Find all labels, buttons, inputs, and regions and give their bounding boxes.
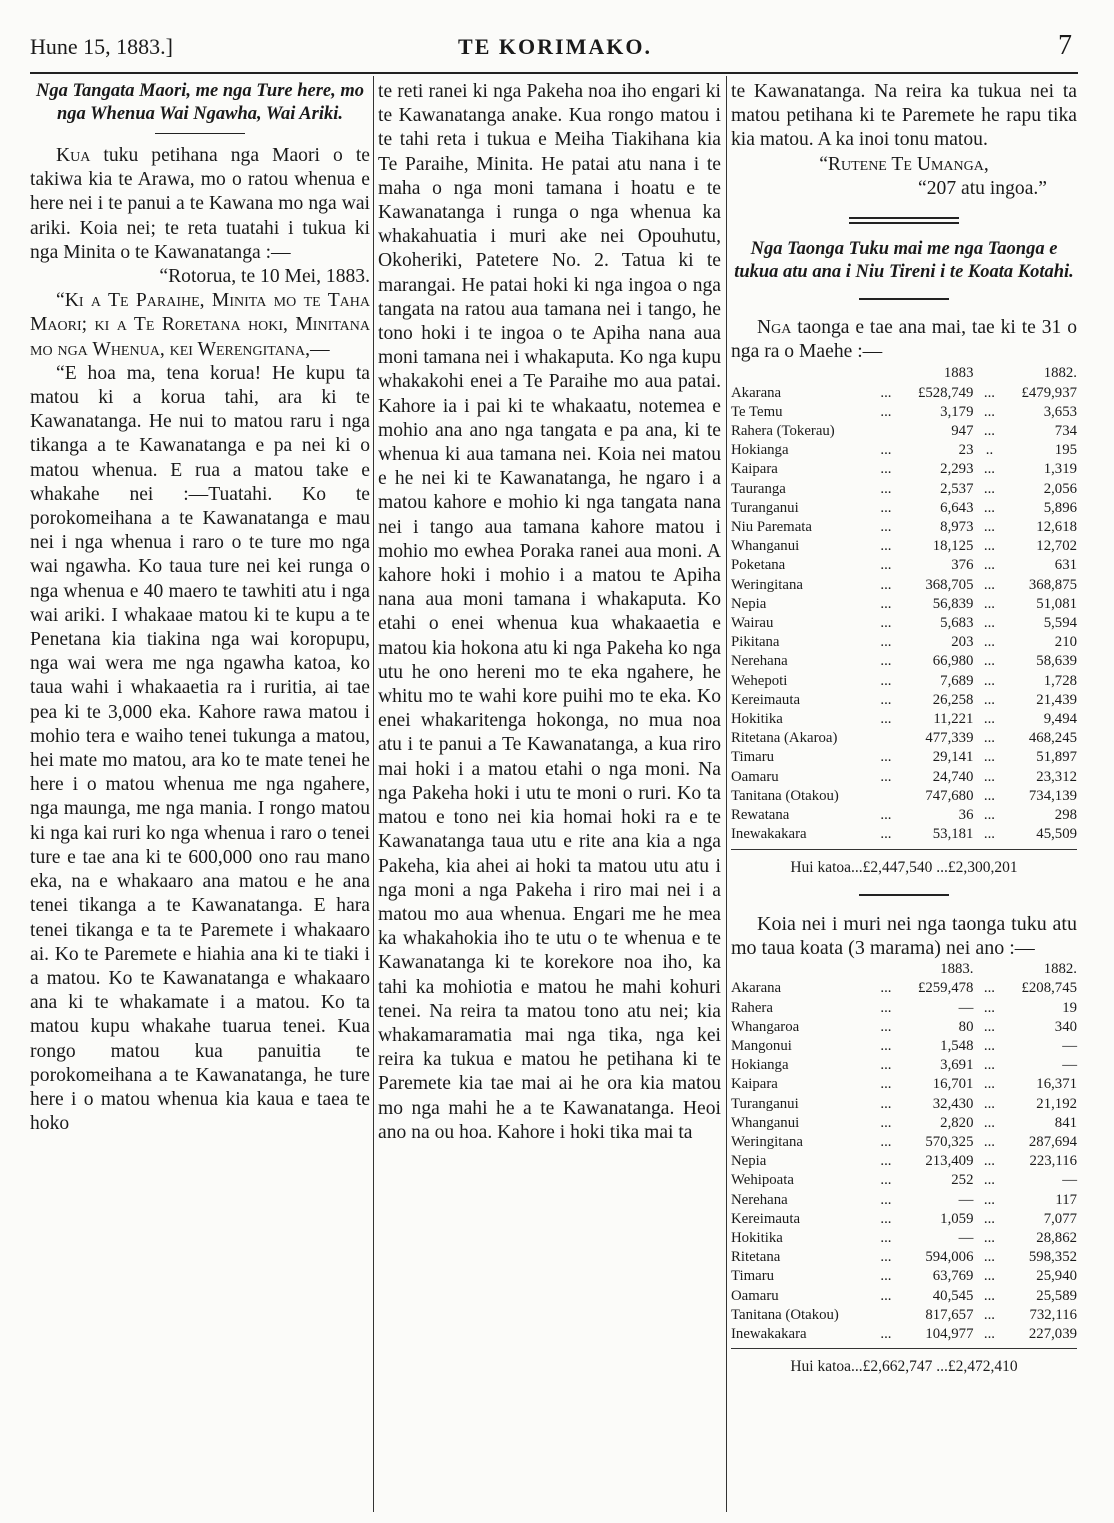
- port-name: Whangaroa: [731, 1018, 800, 1035]
- leader-dots: ...: [983, 1133, 996, 1150]
- exports-table: [731, 960, 1077, 1344]
- leader-dots: ...: [880, 403, 892, 420]
- imports-row: [731, 576, 1077, 595]
- value-1883: £528,749: [917, 384, 974, 401]
- port-name: Turanganui: [731, 1095, 799, 1112]
- exports-row: [731, 1152, 1077, 1171]
- leader-dots: ...: [880, 653, 892, 670]
- value-1883: 29,141: [932, 749, 974, 766]
- exports-row: [731, 1018, 1077, 1037]
- imports-row: [731, 787, 1077, 806]
- exports-row: [731, 1171, 1077, 1190]
- leader-dots: ...: [983, 826, 996, 843]
- leader-dots: ...: [880, 1057, 892, 1074]
- signature-count: “207 atu ingoa.”: [918, 177, 1047, 199]
- port-name: Niu Paremata: [731, 519, 812, 536]
- exports-year-1883: 1883.: [940, 961, 974, 978]
- port-name: Kereimauta: [731, 1210, 801, 1227]
- value-1882: —: [1062, 1037, 1077, 1054]
- port-name: Rahera: [731, 999, 773, 1016]
- leader-dots: ...: [983, 1114, 996, 1131]
- port-name: Turanganui: [731, 499, 799, 516]
- imports-row: [731, 672, 1077, 691]
- page-header: [30, 30, 1080, 70]
- value-1882: 12,702: [1036, 538, 1077, 555]
- leader-dots: ...: [880, 1076, 892, 1093]
- leader-dots: ...: [983, 557, 996, 574]
- trade-separator: [859, 298, 949, 300]
- value-1882: 25,940: [1036, 1268, 1077, 1285]
- port-name: Timaru: [731, 1268, 775, 1285]
- letter-continuation: te reti ranei ki nga Pakeha noa iho engari ki te Kawanatanga anake. Kua rongo matou i te tahi reta i tukua e Meiha Tiakihana kia Te Paraihe, Minita. He patai atu nana i te maha o nga moni tamana i hoatu e te Kawanatanga i runga o nga whenua ka whakahuatia i muri ake nei Opouhutu, Okoheriki, Patetere No. 2. Tatua ki te marangai. He patai hoki ki nga ingoa o nga tangata na ratou aua tamana nei i tango, he tono hoki i te ingoa o te Apiha nana aua moni tamana nei i whakaputa. Ko nga kupu whakakohi enei a Te Paraihe mo aua patai. Kahore ia i pai ki te whakaatu, notemea e mohio ana ano nga tangata e pa ana, ki te whenua ki aua tamana nei. Koia nei matou e he nei ki te Kawanatanga, he ngaro i a matou kahore e mohio ki nga tangata nana nei i tango aua tamana kahore matou i mohio mo ewhea Poraka ranei aua moni. A kahore hoki i mohio i a matou te Apiha nana aua moni tamana i whakaputa. Ko etahi o enei whenua kua whakaaetia e matou kia hokona atu ki nga Pakeha ko nga utu he ono hereni mo te eka ngahere, he whitu mo te wahi kore puihi mo te eka. Ko enei whakaritenga hokonga, no mua noa atu i te panui a Te Kawanatanga, a kua riro mai hoki i a matou etahi o nga moni. Na nga Pakeha hoki i utu te moni o ruri. Ko ta matou e tono nei kia homai hoki ra e te Kawanatanga taua utu e rite ana kia a nga Pakeha, kia ahei ai hoki ta matou utu atu i nga moni a nga Pakeha i riro mai nei i a matou mo aua whenua. Engari me he mea ka whakahokia iho te utu o te whenua e te Kawanatanga ki te korekore noa iho, ka tahi ka mohiotia e matou he mahi kohuri tenei. Na reira ta matou tono atu nei; kia whakamaramatia mai nga tika, nga kei reira ka tukua e matou he petihana ki te Paremete kia tae mai ai he ora kia matou mo nga mahi he a te Kawanatanga. Heoi ano na ou hoa. Kahore i hoki tika mai ta: [378, 81, 721, 1143]
- letter-ending: te Kawanatanga. Na reira ka tukua nei ta matou petihana ki te Paremete he rapu tika kia matou. A ka inoi tonu matou.: [731, 81, 1077, 151]
- imports-row: [731, 748, 1077, 767]
- port-name: Akarana: [731, 384, 782, 401]
- leader-dots: ...: [983, 730, 996, 747]
- leader-dots: ...: [983, 787, 996, 804]
- exports-intro: Koia nei i muri nei nga taonga tuku atu mo taua koata (3 marama) nei ano :—: [731, 912, 1077, 959]
- column-3: [731, 80, 1077, 1379]
- imports-row: [731, 441, 1077, 460]
- leader-dots: ...: [983, 1268, 996, 1285]
- leader-dots: ...: [983, 480, 996, 497]
- port-name: Tanitana (Otakou): [731, 1306, 839, 1323]
- leader-dots: [870, 787, 902, 806]
- leader-dots: ...: [880, 615, 892, 632]
- value-1882: 468,245: [1028, 730, 1077, 747]
- leader-dots: ...: [880, 768, 892, 785]
- leader-dots: ...: [983, 1076, 996, 1093]
- imports-row: [731, 806, 1077, 825]
- imports-row: [731, 633, 1077, 652]
- imports-row: [731, 460, 1077, 479]
- leader-dots: ...: [880, 691, 892, 708]
- exports-total: Hui katoa...£2,662,747 ...£2,472,410: [731, 1348, 1077, 1379]
- value-1882: 23,312: [1036, 768, 1077, 785]
- newspaper-title: TE KORIMAKO.: [458, 34, 652, 59]
- port-name: Inewakakara: [731, 826, 807, 843]
- leader-dots: ...: [880, 499, 892, 516]
- value-1882: 25,589: [1036, 1287, 1077, 1304]
- imports-row: [731, 768, 1077, 787]
- value-1883: 6,643: [940, 499, 974, 516]
- article-intro: [30, 144, 370, 265]
- value-1882: 45,509: [1036, 826, 1077, 843]
- leader-dots: ...: [983, 711, 996, 728]
- leader-dots: ...: [880, 384, 892, 401]
- exports-row: [731, 1037, 1077, 1056]
- port-name: Hokitika: [731, 711, 783, 728]
- value-1883: 53,181: [932, 826, 974, 843]
- leader-dots: ...: [880, 1287, 892, 1304]
- imports-row: [731, 691, 1077, 710]
- column-divider-2: [726, 76, 727, 1512]
- port-name: Hokianga: [731, 442, 789, 459]
- value-1882: 117: [1055, 1191, 1077, 1208]
- page-number: 7: [1058, 30, 1072, 61]
- heading-separator: [155, 133, 245, 134]
- leader-dots: ...: [983, 634, 996, 651]
- imports-row: [731, 499, 1077, 518]
- port-name: Akarana: [731, 980, 782, 997]
- leader-dots: ...: [880, 749, 892, 766]
- imports-row: [731, 614, 1077, 633]
- leader-dots: ...: [983, 1057, 996, 1074]
- leader-dots: ...: [983, 615, 996, 632]
- port-name: Wairau: [731, 615, 774, 632]
- value-1882: 9,494: [1043, 711, 1077, 728]
- port-name: Oamaru: [731, 768, 779, 785]
- leader-dots: ...: [880, 480, 892, 497]
- port-name: Nepia: [731, 1153, 767, 1170]
- value-1882: 734,139: [1028, 787, 1077, 804]
- leader-dots: ...: [983, 499, 996, 516]
- leader-dots: ...: [983, 1095, 996, 1112]
- value-1883: 7,689: [940, 672, 974, 689]
- leader-dots: ..: [985, 442, 994, 459]
- leader-dots: ...: [880, 672, 892, 689]
- value-1882: 1,319: [1043, 461, 1077, 478]
- leader-dots: ...: [983, 999, 996, 1016]
- imports-year-1882: 1882.: [1043, 365, 1077, 382]
- leader-dots: ...: [880, 807, 892, 824]
- value-1882: —: [1062, 1057, 1077, 1074]
- value-1882: 732,116: [1029, 1306, 1077, 1323]
- signature-name: “Rutene Te Umanga,: [819, 153, 989, 175]
- trade-heading: Nga Taonga Tuku mai me nga Taonga e tukua atu ana i Niu Tireni i te Koata Kotahi.: [734, 239, 1074, 283]
- value-1883: 594,006: [925, 1249, 974, 1266]
- value-1882: 1,728: [1043, 672, 1077, 689]
- exports-row: [731, 1075, 1077, 1094]
- leader-dots: ...: [983, 1037, 996, 1054]
- exports-row: [731, 1287, 1077, 1306]
- value-1883: 376: [951, 557, 974, 574]
- leader-dots: ...: [880, 1268, 892, 1285]
- value-1883: 2,537: [940, 480, 974, 497]
- leader-dots: ...: [983, 807, 996, 824]
- leader-dots: [870, 1306, 902, 1325]
- exports-row: [731, 1133, 1077, 1152]
- value-1883: 16,701: [932, 1076, 974, 1093]
- value-1882: 841: [1054, 1114, 1077, 1131]
- value-1883: 3,179: [940, 403, 974, 420]
- exports-row: [731, 1114, 1077, 1133]
- value-1883: —: [958, 999, 974, 1016]
- value-1882: 340: [1054, 1018, 1077, 1035]
- value-1883: 477,339: [925, 730, 974, 747]
- leader-dots: ...: [880, 980, 892, 997]
- leader-dots: ...: [880, 1018, 892, 1035]
- value-1883: 2,293: [940, 461, 974, 478]
- value-1883: 2,820: [940, 1114, 974, 1131]
- letter-body: “E hoa ma, tena korua! He kupu ta matou ki a korua tahi, ara ki te Kawanatanga. He nui to matou raru i nga tikanga a te Kawanatanga e pa nei ki o matou whenua. E rua a matou take e whakahe nei :—Tuatahi. Ko te porokomeihana a te Kawanatanga e mau nei i nga whenua i raro o te ture mo nga wai ngawha. Ko taua ture nei kei runga o nga whenua e 40 maero te tawhiti atu i nga wai ariki. I whakaae matou ki te kupu a te Penetana kia tiakina nga wai koropupu, nga wai wera me nga ngawha katoa, ko taua wahi i whakaaetia ra i ruritia, ai tae pea ki te 3,000 eka. Kahore rawa matou i mohio tera e waiho tenei tukunga a matou, hei mate mo matou, ara ko te mate tenei he here i o matou whenua me nga ngahere, nga maunga, me nga mania. I rongo matou ki nga kai ruri ko nga whenua i raro o tenei ture e tae ana ki te 600,000 ono rau mano eka, na e whakaaro ana matou e he ana tenei tikanga a te Kawanatanga. E hara tenei tikanga e ta te Paremete i whakaaro ai. Ko te Paremete e hiahia ana ki te tiaki i a matou. Ko te Kawanatanga e whakaaro ana ki te whakamate i a matou. Ko ta matou kupu whakahe tuarua tenei. Kua rongo matou kua panuitia te porokomeihana a te Kawanatanga, he ture here i o matou whenua kia kaua e taea te hoko: [30, 362, 370, 1135]
- exports-row: [731, 1095, 1077, 1114]
- leader-dots: ...: [880, 1095, 892, 1112]
- port-name: Kaipara: [731, 461, 778, 478]
- leader-dots: ...: [983, 1287, 996, 1304]
- value-1882: 51,897: [1036, 749, 1077, 766]
- port-name: Weringitana: [731, 576, 803, 593]
- value-1882: 7,077: [1043, 1210, 1077, 1227]
- leader-dots: ...: [880, 557, 892, 574]
- value-1882: 287,694: [1028, 1133, 1077, 1150]
- leader-dots: ...: [983, 576, 996, 593]
- value-1883: 80: [958, 1018, 974, 1035]
- value-1883: 26,258: [932, 691, 974, 708]
- port-name: Rahera (Tokerau): [731, 423, 835, 440]
- exports-row: [731, 1248, 1077, 1267]
- value-1882: £479,937: [1021, 384, 1077, 401]
- letter-place-date: “Rotorua, te 10 Mei, 1883.: [159, 266, 370, 288]
- value-1883: 368,705: [925, 576, 974, 593]
- leader-dots: [870, 422, 902, 441]
- port-name: Ritetana: [731, 1249, 781, 1266]
- imports-row: [731, 556, 1077, 575]
- port-name: Wehepoti: [731, 672, 788, 689]
- value-1882: 223,116: [1029, 1153, 1077, 1170]
- port-name: Pikitana: [731, 634, 780, 651]
- leader-dots: ...: [983, 1172, 996, 1189]
- value-1883: 570,325: [925, 1133, 974, 1150]
- section-separator: [859, 894, 949, 896]
- header-rule: [30, 72, 1078, 74]
- value-1883: 32,430: [932, 1095, 974, 1112]
- exports-row: [731, 1191, 1077, 1210]
- imports-row: [731, 652, 1077, 671]
- port-name: Weringitana: [731, 1133, 803, 1150]
- double-rule: [849, 217, 959, 224]
- imports-row: [731, 422, 1077, 441]
- port-name: Nepia: [731, 595, 767, 612]
- value-1882: 210: [1054, 634, 1077, 651]
- value-1883: 213,409: [925, 1153, 974, 1170]
- leader-dots: ...: [983, 749, 996, 766]
- port-name: Kaipara: [731, 1076, 778, 1093]
- leader-dots: ...: [983, 1210, 996, 1227]
- leader-dots: ...: [983, 1325, 996, 1342]
- imports-total: Hui katoa...£2,447,540 ...£2,300,201: [731, 849, 1077, 880]
- letter-address: “Ki a Te Paraihe, Minita mo te Taha Maori; ki a Te Roretana hoki, Minitana mo nga Whenua, kei Werengitana,—: [30, 290, 370, 360]
- value-1882: 28,862: [1036, 1229, 1077, 1246]
- port-name: Nerehana: [731, 1191, 788, 1208]
- leader-dots: ...: [983, 461, 996, 478]
- value-1883: 203: [951, 634, 974, 651]
- leader-dots: ...: [983, 403, 996, 420]
- exports-row: [731, 979, 1077, 998]
- value-1882: 2,056: [1043, 480, 1077, 497]
- leader-dots: ...: [983, 1306, 996, 1323]
- exports-row: [731, 1210, 1077, 1229]
- port-name: Nerehana: [731, 653, 788, 670]
- leader-dots: ...: [983, 1018, 996, 1035]
- leader-dots: ...: [983, 423, 996, 440]
- imports-row: [731, 384, 1077, 403]
- leader-dots: ...: [880, 576, 892, 593]
- exports-row: [731, 1267, 1077, 1286]
- imports-intro: [731, 316, 1077, 364]
- leader-dots: ...: [880, 519, 892, 536]
- exports-row: [731, 999, 1077, 1018]
- value-1883: 23: [958, 442, 974, 459]
- leader-dots: ...: [983, 672, 996, 689]
- value-1883: 56,839: [932, 595, 974, 612]
- value-1883: 40,545: [932, 1287, 974, 1304]
- leader-dots: ...: [983, 1191, 996, 1208]
- value-1882: 5,896: [1043, 499, 1077, 516]
- value-1883: 8,973: [940, 519, 974, 536]
- port-name: Mangonui: [731, 1037, 792, 1054]
- issue-date: Hune 15, 1883.]: [30, 34, 173, 59]
- value-1882: 298: [1054, 807, 1077, 824]
- port-name: Rewatana: [731, 807, 790, 824]
- leader-dots: [870, 729, 902, 748]
- value-1883: 252: [951, 1172, 974, 1189]
- value-1882: 368,875: [1028, 576, 1077, 593]
- value-1883: 1,059: [940, 1210, 974, 1227]
- exports-row: [731, 1056, 1077, 1075]
- imports-row: [731, 537, 1077, 556]
- leader-dots: ...: [880, 1210, 892, 1227]
- dropcap-word: Kua: [56, 145, 91, 166]
- exports-row: [731, 1229, 1077, 1248]
- value-1883: 947: [951, 423, 974, 440]
- imports-row: [731, 825, 1077, 844]
- value-1883: 11,221: [933, 711, 974, 728]
- value-1883: —: [958, 1191, 974, 1208]
- column-2: [378, 80, 721, 1145]
- leader-dots: ...: [880, 826, 892, 843]
- port-name: Whanganui: [731, 538, 800, 555]
- leader-dots: ...: [880, 538, 892, 555]
- column-divider-1: [373, 76, 374, 1512]
- leader-dots: ...: [983, 1153, 996, 1170]
- leader-dots: ...: [880, 1249, 892, 1266]
- value-1883: —: [958, 1229, 974, 1246]
- value-1882: 598,352: [1028, 1249, 1077, 1266]
- leader-dots: ...: [880, 1325, 892, 1342]
- leader-dots: ...: [983, 384, 996, 401]
- value-1882: 51,081: [1036, 595, 1077, 612]
- value-1882: 12,618: [1036, 519, 1077, 536]
- leader-dots: ...: [983, 1249, 996, 1266]
- port-name: Te Temu: [731, 403, 783, 420]
- leader-dots: ...: [880, 999, 892, 1016]
- value-1882: 734: [1054, 423, 1077, 440]
- leader-dots: ...: [880, 1229, 892, 1246]
- leader-dots: ...: [880, 1037, 892, 1054]
- value-1882: 631: [1054, 557, 1077, 574]
- exports-row: [731, 1325, 1077, 1344]
- value-1882: 227,039: [1028, 1325, 1077, 1342]
- imports-row: [731, 729, 1077, 748]
- value-1882: 19: [1062, 999, 1077, 1016]
- imports-row: [731, 480, 1077, 499]
- port-name: Poketana: [731, 557, 786, 574]
- value-1883: 747,680: [925, 787, 974, 804]
- value-1883: 5,683: [940, 615, 974, 632]
- value-1883: 817,657: [925, 1306, 974, 1323]
- leader-dots: ...: [983, 519, 996, 536]
- leader-dots: ...: [880, 634, 892, 651]
- port-name: Ritetana (Akaroa): [731, 730, 838, 747]
- leader-dots: ...: [983, 538, 996, 555]
- imports-row: [731, 518, 1077, 537]
- value-1883: 104,977: [925, 1325, 974, 1342]
- exports-row: [731, 1306, 1077, 1325]
- article-heading: Nga Tangata Maori, me nga Ture here, mo nga Whenua Wai Ngawha, Wai Ariki.: [35, 81, 365, 124]
- value-1882: 21,192: [1036, 1095, 1077, 1112]
- column-1: [30, 80, 370, 1136]
- port-name: Tanitana (Otakou): [731, 787, 839, 804]
- leader-dots: ...: [983, 653, 996, 670]
- intro-text: tuku petihana nga Maori o te takiwa kia te Arawa, mo o ratou whenua e here nei i te panui a te Kawana mo nga wai ariki. Koia nei; te reta tuatahi i tukua ki nga Minita o te Kawanatanga :—: [30, 145, 370, 263]
- leader-dots: ...: [880, 1133, 892, 1150]
- value-1883: 1,548: [940, 1037, 974, 1054]
- leader-dots: ...: [983, 1229, 996, 1246]
- leader-dots: ...: [880, 595, 892, 612]
- value-1882: 16,371: [1036, 1076, 1077, 1093]
- imports-row: [731, 710, 1077, 729]
- port-name: Hokitika: [731, 1229, 783, 1246]
- value-1882: 5,594: [1043, 615, 1077, 632]
- imports-year-1883: 1883: [943, 365, 974, 382]
- port-name: Whanganui: [731, 1114, 800, 1131]
- port-name: Kereimauta: [731, 691, 801, 708]
- exports-year-1882: 1882.: [1043, 961, 1077, 978]
- port-name: Tauranga: [731, 480, 786, 497]
- value-1882: £208,745: [1021, 980, 1077, 997]
- leader-dots: ...: [880, 1172, 892, 1189]
- value-1883: 36: [958, 807, 974, 824]
- leader-dots: ...: [983, 768, 996, 785]
- imports-table: [731, 364, 1077, 844]
- port-name: Timaru: [731, 749, 775, 766]
- value-1883: 63,769: [932, 1268, 974, 1285]
- leader-dots: ...: [880, 1153, 892, 1170]
- port-name: Inewakakara: [731, 1325, 807, 1342]
- imports-row: [731, 403, 1077, 422]
- value-1883: 66,980: [932, 653, 974, 670]
- value-1882: 21,439: [1036, 691, 1077, 708]
- leader-dots: ...: [983, 691, 996, 708]
- leader-dots: ...: [880, 442, 892, 459]
- leader-dots: ...: [983, 595, 996, 612]
- value-1883: 3,691: [940, 1057, 974, 1074]
- value-1883: 24,740: [932, 768, 974, 785]
- leader-dots: ...: [880, 1114, 892, 1131]
- leader-dots: ...: [880, 1191, 892, 1208]
- imports-intro-text: taonga e tae ana mai, tae ki te 31 o nga ra o Maehe :—: [731, 317, 1077, 363]
- leader-dots: ...: [983, 980, 996, 997]
- value-1882: 3,653: [1043, 403, 1077, 420]
- leader-dots: ...: [880, 711, 892, 728]
- value-1882: —: [1062, 1172, 1077, 1189]
- imports-row: [731, 595, 1077, 614]
- imports-lead-word: Nga: [757, 317, 792, 339]
- port-name: Hokianga: [731, 1057, 789, 1074]
- value-1883: £259,478: [917, 980, 974, 997]
- port-name: Wehipoata: [731, 1172, 794, 1189]
- value-1882: 58,639: [1036, 653, 1077, 670]
- port-name: Oamaru: [731, 1287, 779, 1304]
- leader-dots: ...: [880, 461, 892, 478]
- value-1883: 18,125: [932, 538, 974, 555]
- value-1882: 195: [1054, 442, 1077, 459]
